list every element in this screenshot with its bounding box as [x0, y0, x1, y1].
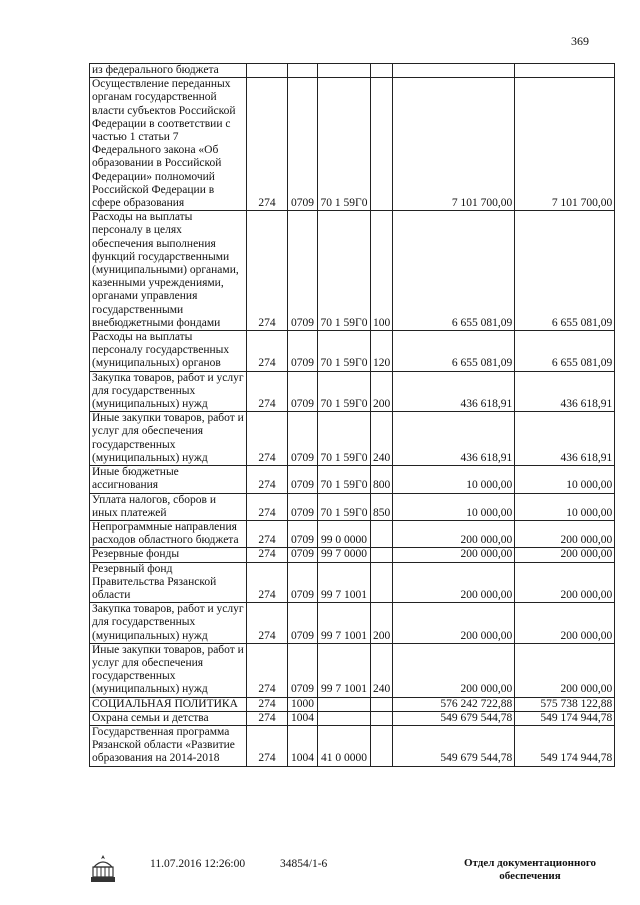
- cell-vr: 200: [371, 603, 393, 644]
- cell-sum-2017: 6 655 081,09: [393, 331, 515, 372]
- cell-sum-2017: 200 000,00: [393, 643, 515, 697]
- cell-vr: 200: [371, 371, 393, 412]
- cell-csr: 70 1 59Г0: [318, 493, 371, 520]
- cell-vr: [371, 78, 393, 211]
- cell-name: Расходы на выплаты персоналу государственных (муниципальных) органов: [90, 331, 247, 372]
- table-row: [90, 520, 615, 547]
- cell-razdel: 1004: [288, 711, 318, 725]
- cell-vr: 240: [371, 643, 393, 697]
- cell-name: из федерального бюджета: [90, 64, 247, 78]
- cell-csr: 70 1 59Г0: [318, 78, 371, 211]
- cell-name: Иные бюджетные ассигнования: [90, 466, 247, 493]
- page-number: 369: [571, 34, 589, 48]
- cell-sum-2017: 549 679 544,78: [393, 711, 515, 725]
- budget-table: [89, 63, 615, 767]
- cell-sum-2018: 10 000,00: [515, 493, 615, 520]
- cell-csr: 99 7 1001: [318, 603, 371, 644]
- cell-name: Государственная программа Рязанской области «Развитие образования на 2014-2018: [90, 725, 247, 766]
- cell-ved: 274: [247, 371, 288, 412]
- cell-vr: [371, 562, 393, 603]
- cell-csr: [318, 697, 371, 711]
- cell-razdel: 0709: [288, 331, 318, 372]
- cell-sum-2018: 436 618,91: [515, 412, 615, 466]
- cell-csr: 41 0 0000: [318, 725, 371, 766]
- cell-vr: [371, 548, 393, 562]
- cell-sum-2017: 436 618,91: [393, 412, 515, 466]
- table-row: [90, 603, 615, 644]
- cell-razdel: 0709: [288, 466, 318, 493]
- cell-sum-2017: 7 101 700,00: [393, 78, 515, 211]
- table-row: [90, 562, 615, 603]
- cell-ved: 274: [247, 520, 288, 547]
- footer-date: 11.07.2016 12:26:00: [150, 858, 246, 870]
- table-row: [90, 643, 615, 697]
- table-row: [90, 697, 615, 711]
- table-row: [90, 466, 615, 493]
- cell-name: Расходы на выплаты персоналу в целях обеспечения выполнения функций государственными (муниципальными) органами, казенными учреждениями, органами управления государственными внебюджетными фондами: [90, 211, 247, 331]
- cell-razdel: 0709: [288, 211, 318, 331]
- cell-csr: 70 1 59Г0: [318, 371, 371, 412]
- cell-sum-2018: 200 000,00: [515, 643, 615, 697]
- cell-ved: 274: [247, 548, 288, 562]
- table-row: [90, 64, 615, 78]
- cell-razdel: 0709: [288, 78, 318, 211]
- table-row: [90, 412, 615, 466]
- cell-name: Резервный фонд Правительства Рязанской области: [90, 562, 247, 603]
- cell-name: Закупка товаров, работ и услуг для государственных (муниципальных) нужд: [90, 603, 247, 644]
- logo-emblem-icon: [88, 853, 118, 885]
- cell-csr: 99 7 1001: [318, 562, 371, 603]
- cell-sum-2017: 576 242 722,88: [393, 697, 515, 711]
- cell-razdel: 0709: [288, 371, 318, 412]
- cell-ved: 274: [247, 562, 288, 603]
- cell-csr: 70 1 59Г0: [318, 211, 371, 331]
- cell-ved: 274: [247, 466, 288, 493]
- cell-name: Иные закупки товаров, работ и услуг для обеспечения государственных (муниципальных) нужд: [90, 412, 247, 466]
- cell-sum-2018: 436 618,91: [515, 371, 615, 412]
- cell-name: Резервные фонды: [90, 548, 247, 562]
- cell-name: СОЦИАЛЬНАЯ ПОЛИТИКА: [90, 697, 247, 711]
- cell-razdel: 0709: [288, 412, 318, 466]
- cell-razdel: 0709: [288, 493, 318, 520]
- cell-csr: 70 1 59Г0: [318, 412, 371, 466]
- cell-ved: 274: [247, 78, 288, 211]
- cell-vr: 800: [371, 466, 393, 493]
- cell-sum-2017: [393, 64, 515, 78]
- cell-sum-2018: [515, 64, 615, 78]
- cell-sum-2018: 10 000,00: [515, 466, 615, 493]
- cell-sum-2017: 200 000,00: [393, 603, 515, 644]
- table-row: [90, 78, 615, 211]
- cell-ved: 274: [247, 603, 288, 644]
- table-row: [90, 711, 615, 725]
- cell-csr: [318, 711, 371, 725]
- cell-vr: 850: [371, 493, 393, 520]
- cell-razdel: 0709: [288, 562, 318, 603]
- cell-vr: 240: [371, 412, 393, 466]
- cell-sum-2017: 436 618,91: [393, 371, 515, 412]
- footer-department-line1: Отдел документационного: [463, 857, 597, 869]
- cell-name: Непрограммные направления расходов областного бюджета: [90, 520, 247, 547]
- cell-razdel: [288, 64, 318, 78]
- cell-vr: [371, 697, 393, 711]
- cell-razdel: 0709: [288, 643, 318, 697]
- cell-sum-2018: 575 738 122,88: [515, 697, 615, 711]
- table-row: [90, 371, 615, 412]
- cell-sum-2017: 200 000,00: [393, 520, 515, 547]
- cell-ved: 274: [247, 697, 288, 711]
- cell-csr: 99 0 0000: [318, 520, 371, 547]
- cell-razdel: 0709: [288, 603, 318, 644]
- table-row: [90, 493, 615, 520]
- cell-name: Осуществление переданных органам государственной власти субъектов Российской Федерации в соответствии с частью 1 статьи 7 Федерального закона «Об образовании в Российской Федерации» полномочий Российской Федерации в сфере образования: [90, 78, 247, 211]
- cell-sum-2018: 7 101 700,00: [515, 78, 615, 211]
- cell-sum-2017: 6 655 081,09: [393, 211, 515, 331]
- cell-vr: 100: [371, 211, 393, 331]
- table-row: [90, 548, 615, 562]
- cell-sum-2018: 200 000,00: [515, 548, 615, 562]
- cell-sum-2017: 10 000,00: [393, 466, 515, 493]
- cell-csr: 99 7 1001: [318, 643, 371, 697]
- table-row: [90, 725, 615, 766]
- cell-csr: [318, 64, 371, 78]
- cell-sum-2018: 200 000,00: [515, 603, 615, 644]
- cell-name: Иные закупки товаров, работ и услуг для обеспечения государственных (муниципальных) нужд: [90, 643, 247, 697]
- cell-csr: 70 1 59Г0: [318, 466, 371, 493]
- cell-name: Охрана семьи и детства: [90, 711, 247, 725]
- cell-csr: 99 7 0000: [318, 548, 371, 562]
- cell-ved: 274: [247, 493, 288, 520]
- cell-sum-2018: 6 655 081,09: [515, 331, 615, 372]
- cell-razdel: 1004: [288, 725, 318, 766]
- cell-ved: 274: [247, 211, 288, 331]
- cell-sum-2018: 549 174 944,78: [515, 711, 615, 725]
- cell-vr: [371, 711, 393, 725]
- cell-razdel: 1000: [288, 697, 318, 711]
- footer-department-line2: обеспечения: [499, 870, 561, 882]
- cell-sum-2017: 10 000,00: [393, 493, 515, 520]
- cell-ved: 274: [247, 725, 288, 766]
- table-row: [90, 331, 615, 372]
- cell-razdel: 0709: [288, 520, 318, 547]
- cell-sum-2017: 549 679 544,78: [393, 725, 515, 766]
- cell-vr: [371, 64, 393, 78]
- cell-ved: 274: [247, 711, 288, 725]
- cell-ved: 274: [247, 412, 288, 466]
- cell-ved: [247, 64, 288, 78]
- cell-name: Уплата налогов, сборов и иных платежей: [90, 493, 247, 520]
- cell-razdel: 0709: [288, 548, 318, 562]
- table-row: [90, 211, 615, 331]
- cell-sum-2018: 6 655 081,09: [515, 211, 615, 331]
- cell-sum-2017: 200 000,00: [393, 562, 515, 603]
- cell-sum-2018: 200 000,00: [515, 562, 615, 603]
- cell-csr: 70 1 59Г0: [318, 331, 371, 372]
- cell-sum-2018: 549 174 944,78: [515, 725, 615, 766]
- cell-vr: [371, 520, 393, 547]
- cell-name: Закупка товаров, работ и услуг для государственных (муниципальных) нужд: [90, 371, 247, 412]
- cell-ved: 274: [247, 643, 288, 697]
- cell-ved: 274: [247, 331, 288, 372]
- footer-department: [445, 857, 615, 883]
- cell-vr: [371, 725, 393, 766]
- cell-vr: 120: [371, 331, 393, 372]
- cell-sum-2018: 200 000,00: [515, 520, 615, 547]
- footer-document-number: 34854/1-6: [280, 858, 328, 870]
- cell-sum-2017: 200 000,00: [393, 548, 515, 562]
